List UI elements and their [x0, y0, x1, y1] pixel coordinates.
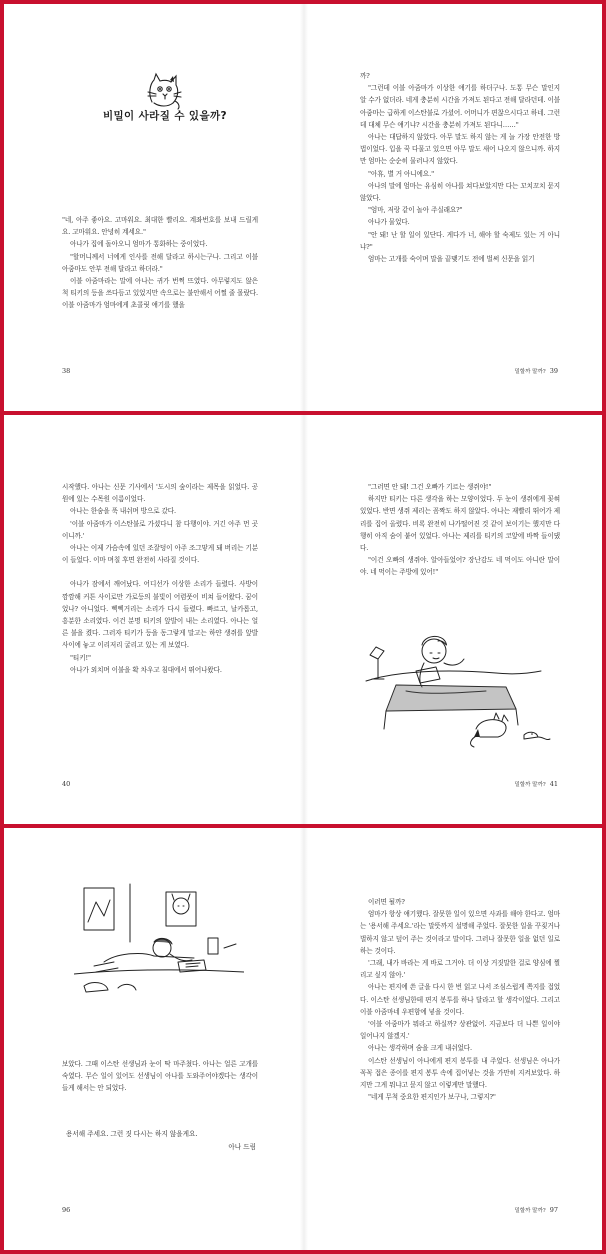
- paragraph: "아휴, 별 거 아니에요.": [368, 169, 435, 178]
- page-number: 41: [549, 780, 558, 788]
- girl-writing-illustration: [74, 882, 244, 1010]
- page-number: 96: [62, 1206, 71, 1214]
- paragraph: "그런데 이블 아줌마가 이상한 얘기를 하더구나. 도통 무슨 말인지 알 수가 없더라. 네게 충분히 시간을 가져도 된다고 전해 달라던데. 이블 아줌마는 급하게 이스탄불로 가셨어. 어머니가 편찮으시다고 하네. 그런데 대체 무슨 얘기냐? 시간을 충분히 가져도 된다니……": [360, 84, 560, 129]
- paragraph: 아나는 이제 가슴속에 있던 조잘덩이 아주 조그맣게 돼 버리는 기분이 들었다. 이마 며칠 후면 완전히 사라질 것이다.: [62, 544, 258, 565]
- paragraph: 아나는 한숨을 푹 내쉬며 방으로 갔다.: [70, 507, 177, 516]
- paragraph: "그러면 안 돼! 그건 오빠가 기르는 생쥐야!": [368, 483, 492, 491]
- paragraph: 까?: [360, 72, 370, 80]
- letter-line: 용서해 주세요. 그런 짓 다시는 하지 않을게요.: [66, 1130, 198, 1138]
- paragraph: 엄마가 항상 얘기했다. 잘못한 일이 있으면 사과를 해야 한다고. 엄마는 '용서해 주세요.'라는 말뜻까지 설명해 주었다. 잘못한 일을 꾸짖거나 벌하지 않고 덮어 주는 것이라고 말이다. 그러나 잘못한 일을 없던 일로 하는 것이다.: [360, 910, 560, 955]
- paragraph: "네게 무척 중요한 편지인가 보구나, 그렇지?": [368, 1093, 496, 1102]
- body-text: [62, 1058, 258, 1095]
- body-text: [62, 481, 258, 676]
- paragraph: "네, 아주 좋아요. 고마워요. 최대한 빨리요. 계좌번호를 보내 드릴게요. 고마워요. 안녕히 계세요.": [62, 216, 258, 237]
- page-96: [4, 828, 300, 1250]
- paragraph: 이러면 될까?: [368, 898, 405, 906]
- folio: [514, 780, 558, 788]
- body-text: [62, 214, 258, 312]
- paragraph: "안 돼! 난 할 일이 있단다. 게다가 너, 해야 할 숙제도 있는 거 아니냐?": [360, 230, 560, 251]
- folio: [514, 367, 558, 375]
- paragraph: "엄마, 저랑 같이 놀아 주실래요?": [368, 206, 463, 215]
- apology-letter: [66, 1128, 266, 1154]
- spread-pages-96-97: [4, 828, 602, 1250]
- page-number: 97: [549, 1206, 558, 1214]
- paragraph: 시작했다. 아나는 신문 기사에서 '도시의 숲이라는 제목을 읽었다. 공원에 있는 수목원 이름이었다.: [62, 483, 258, 504]
- paragraph: 보았다. 그때 이스탄 선생님과 눈이 딱 마주쳤다. 아나는 얼른 고개를 숙였다. 무슨 일이 있어도 선생님이 아나를 도와주어야겠다는 생각이 들게 해서는 안 되었다.: [62, 1060, 258, 1093]
- body-text: [360, 896, 560, 1103]
- paragraph: 아나는 편지에 쓴 글을 다시 한 번 읽고 나서 조심스럽게 쪽지를 접었다. 이스탄 선생님한테 편지 봉투를 하나 달라고 할 생각이었다. 그리고 이블 아줌마네 우편함에 넣을 것이다.: [360, 983, 560, 1016]
- paragraph: '이블 아줌마가 뭐라고 하실까? 상관없어. 지금보다 더 나쁜 일이야 일어나지 않겠지.': [360, 1020, 560, 1041]
- paragraph: 아나가 집에 돌아오니 엄마가 통화하는 중이었다.: [70, 240, 208, 249]
- cat-head-icon: [142, 72, 184, 110]
- folio: [514, 1206, 558, 1214]
- chapter-title: 비밀이 사라질 수 있을까?: [102, 110, 228, 122]
- page-38: [4, 4, 300, 411]
- body-text: [360, 70, 560, 265]
- paragraph: 이블 아줌마라는 말에 아나는 귀가 번쩍 뜨였다. 아무렇지도 않은 척 티키의 등을 쓰다듬고 있었지만 속으로는 불안해서 어쩔 줄 몰랐다. 이블 아줌마가 엄마에게 초콜릿 얘기를 했을: [62, 277, 258, 310]
- paragraph: 아나는 대답하지 않았다. 아무 말도 하지 않는 게 늘 가장 안전한 방법이었다. 입을 꾹 다물고 있으면 아무 말도 새어 나오지 않으니까. 하지만 엄마는 순순히 물러나지 않았다.: [360, 133, 560, 166]
- paragraph: "티키!": [70, 653, 91, 662]
- page-number: 39: [549, 367, 558, 375]
- page-number: 38: [62, 367, 71, 375]
- body-text: [360, 481, 560, 579]
- page-97: [306, 828, 602, 1250]
- page-39: [306, 4, 602, 411]
- letter-signature: 아나 드림: [228, 1143, 256, 1151]
- paragraph: '그래, 내가 바라는 게 바로 그거야. 더 이상 거짓말한 걸로 양심에 찔리고 싶지 않아.': [360, 959, 560, 980]
- paragraph: 이스탄 선생님이 아나에게 편지 봉투를 내 주었다. 선생님은 아나가 꼭꼭 접은 종이를 편지 봉투 속에 집어넣는 것을 가만히 지켜보았다. 하지만 그게 뭐냐고 묻지 않고 이렇게만 말했다.: [360, 1056, 560, 1090]
- paragraph: 아나가 물었다.: [368, 218, 410, 227]
- spread-pages-40-41: [4, 415, 602, 824]
- paragraph: 엄마는 고개를 숙이며 말을 끝맺기도 전에 벌써 신문을 읽기: [368, 255, 535, 264]
- paragraph: 아나는 생각하며 숨을 크게 내쉬었다.: [368, 1044, 473, 1053]
- page-number: 40: [62, 780, 71, 788]
- paragraph: "할머니께서 너에게 인사를 전해 달라고 하시는구나. 그리고 이블 아줌마도 안부 전해 달라고 하더라.": [62, 252, 258, 273]
- girl-in-bed-illustration: [356, 611, 556, 751]
- running-head: 밀할까 말까?: [514, 1208, 546, 1214]
- paragraph: 아나가 잠에서 깨어났다. 어디선가 이상한 소리가 들렸다. 사방이 깜깜해 커튼 사이로만 가로등의 불빛이 어렴풋이 비쳐 들어왔다. 꿈이었나? 아니었다. 삑삑거리는 소리가 다시 들렸다. 빠르고, 날카롭고, 흥분한 소리였다. 이건 분명 티키의 앞발이 내는 소리였다. 아나는 얼른 불을 켰다. 그러자 티키가 등을 동그랗게 말고는 하얀 생쥐를 앞발 사이에 놓고 이리저리 굴리고 있는 게 보였다.: [62, 580, 258, 650]
- paragraph: 하지만 티키는 다른 생각을 하는 모양이었다. 두 눈이 생쥐에게 꽂혀 있었다. 반면 생쥐 제리는 꼼짝도 하지 않았다. 아나는 재빨리 뛰어가 제리를 집어 올렸다. 비록 완전히 나가떨어진 것 같이 보이기는 했지만 다행히 아직 숨이 붙어 있었다. 아나는 제리를 티키의 코앞에 바짝 들이댔다.: [360, 495, 560, 553]
- running-head: 밀할까 말까?: [514, 782, 546, 788]
- paragraph: "이건 오빠의 생쥐야. 알아들었어? 장난감도 네 먹이도 아니란 말이야. 네 먹이는 주방에 있어!": [360, 556, 560, 577]
- running-head: 밀할까 말까?: [514, 369, 546, 375]
- paragraph: '이블 아줌마가 이스탄불로 가셨다니 참 다행이야. 거긴 아주 먼 곳이니까.': [62, 519, 258, 540]
- page-40: [4, 415, 300, 824]
- spread-pages-38-39: [4, 4, 602, 411]
- paragraph: 아나가 외치며 이불을 확 차우고 침대에서 뛰어나왔다.: [70, 665, 222, 674]
- paragraph: 아나의 말에 엄마는 유심히 아나를 쳐다보았지만 다는 꼬치꼬치 묻지 않았다.: [360, 181, 560, 203]
- page-41: [306, 415, 602, 824]
